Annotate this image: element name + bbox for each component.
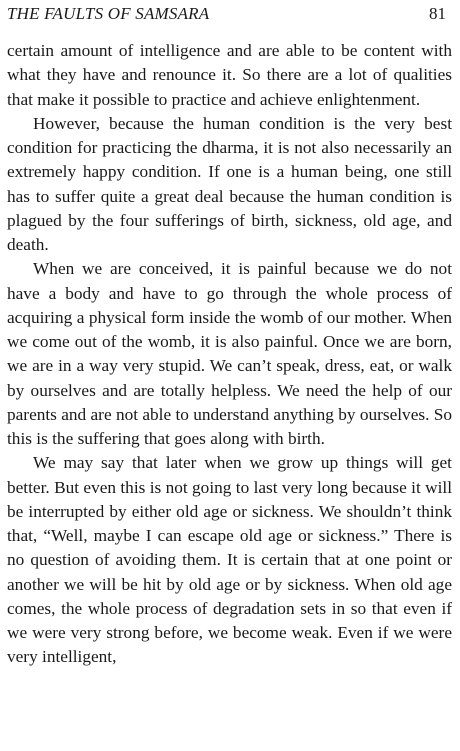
paragraph: We may say that later when we grow up things will get better. But even this is not going to last very long because it will be interrupted by either old age or sickness. We shouldn’t think that, “Well, maybe I can escape old age or sickness.” There is no question of avoiding them. It is certain that at one point or another we will be hit by old age or by sickness. When old age comes, the whole process of degradation sets in so that even if we were very strong before, we become weak. Even if we were very intelligent, [7, 453, 452, 667]
chapter-title: THE FAULTS OF SAMSARA [7, 4, 210, 23]
paragraph: When we are conceived, it is painful because we do not have a body and have to go through the whole process of acquiring a physical form inside the womb of our mother. When we come out of the womb, it is also painful. Once we are born, we are in a way very stupid. We can’t speak, dress, eat, or walk by ourselves and are totally helpless. We need the help of our parents and are not able to understand anything by ourselves. So this is the suffering that goes along with birth. [7, 259, 452, 448]
body-text [7, 39, 452, 670]
running-header [7, 3, 452, 31]
page-number: 81 [429, 4, 446, 23]
paragraph: However, because the human condition is the very best condition for practicing the dharma, it is not also necessarily an extremely happy condition. If one is a human being, one still has to suffer quite a great deal because the human condition is plagued by the four sufferings of birth, sickness, old age, and death. [7, 113, 452, 254]
paragraph-continued: certain amount of intelligence and are able to be content with what they have and renounce it. So there are a lot of qualities that make it possible to practice and achieve enlightenment. [7, 41, 452, 109]
